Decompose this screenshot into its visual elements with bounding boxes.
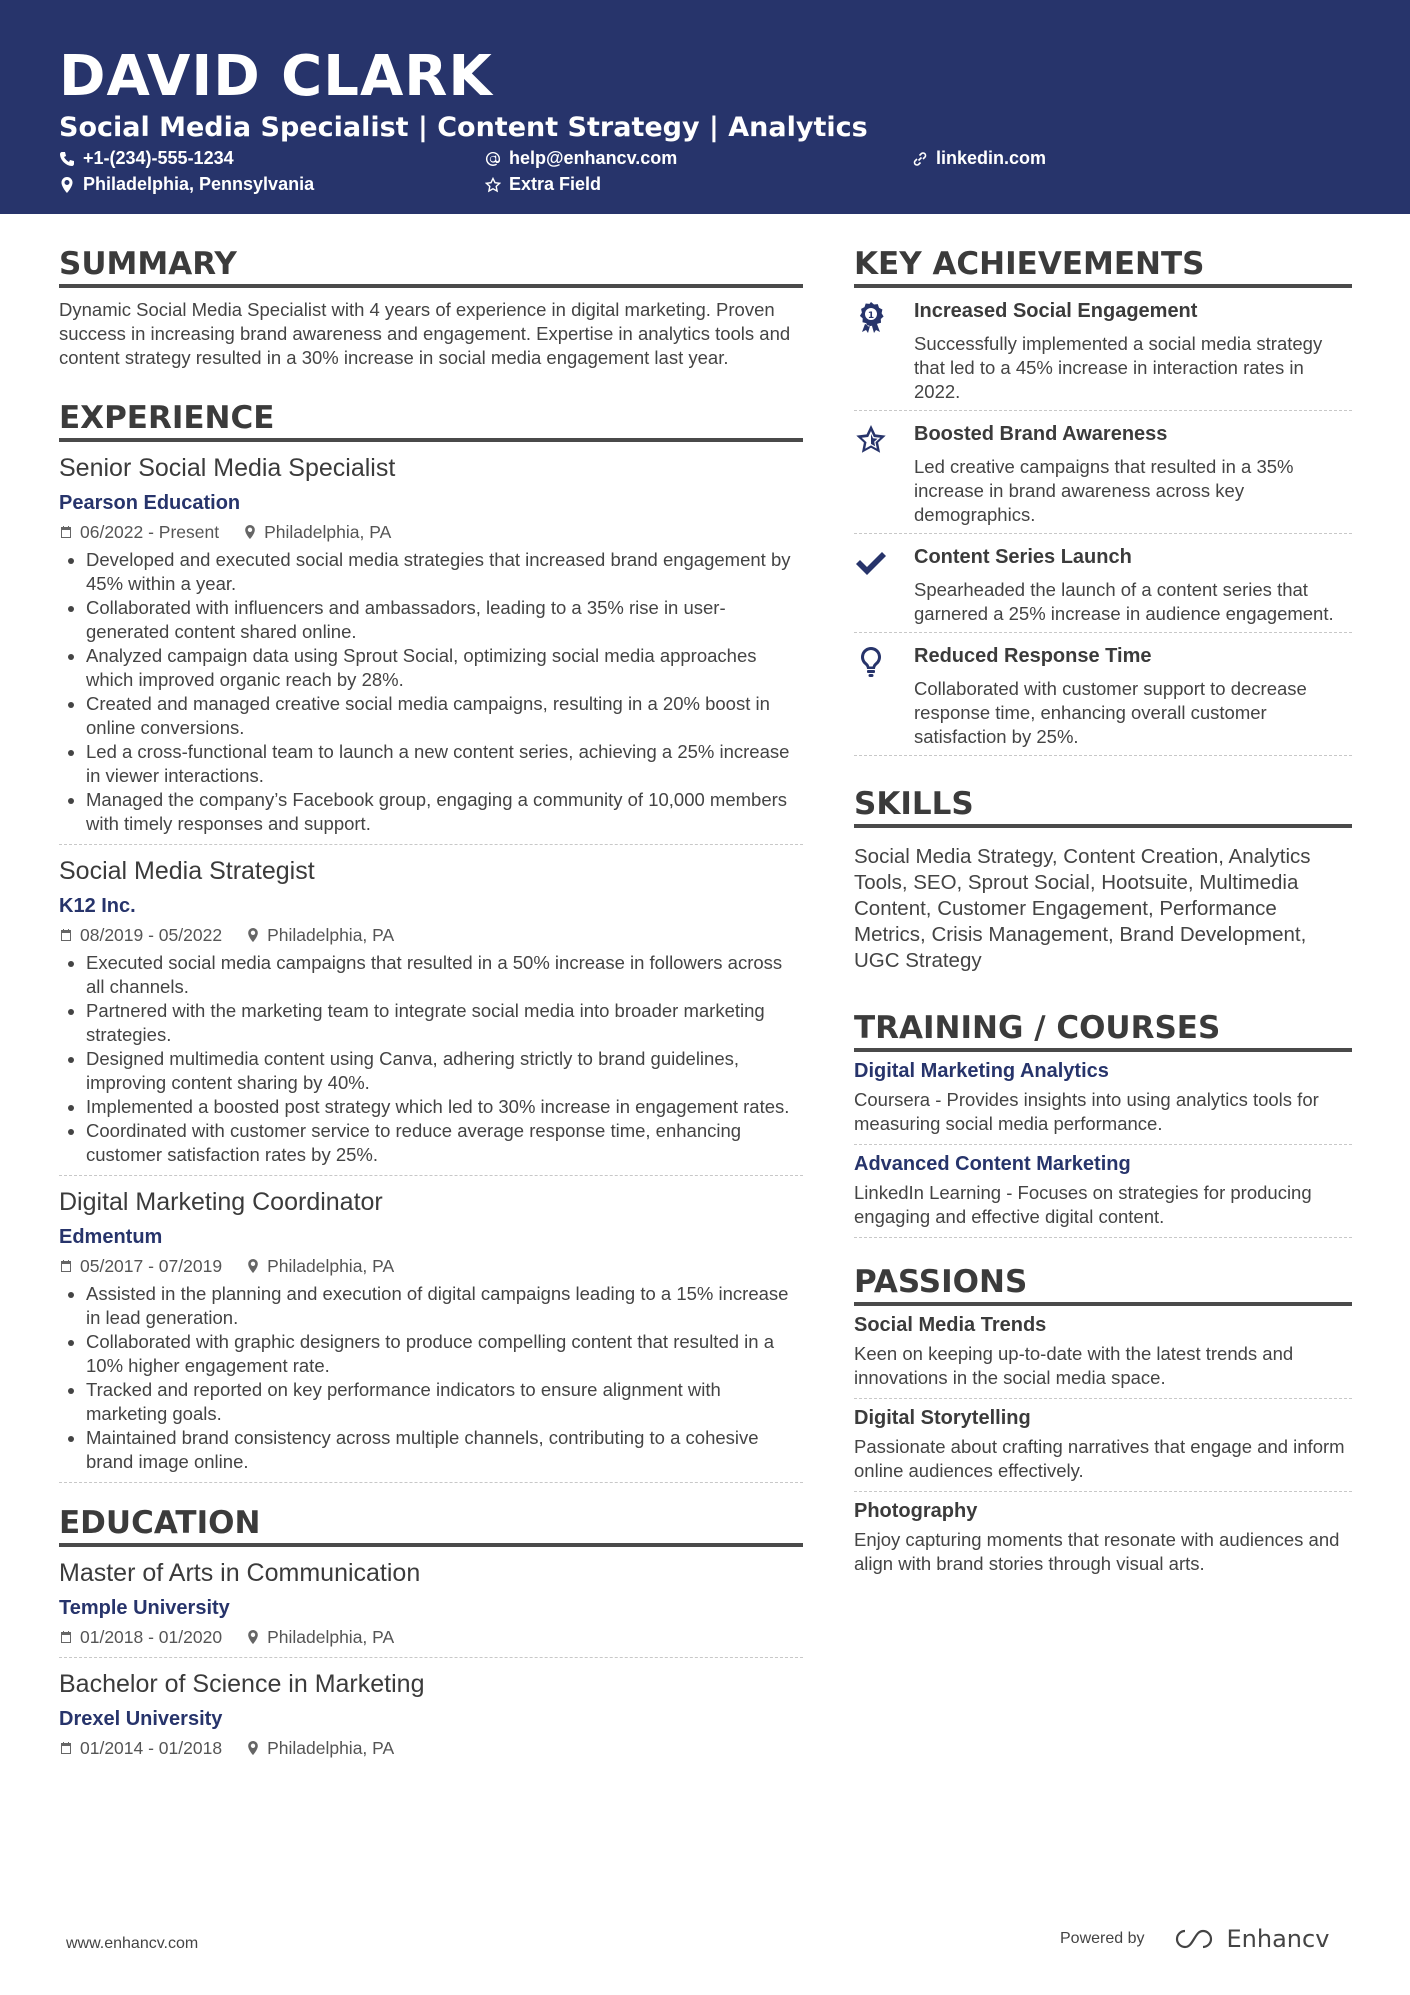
passion-item-desc: Passionate about crafting narratives that engage and inform online audiences effectively. bbox=[854, 1436, 1345, 1481]
job-bullet: • Coordinated with customer service to reduce average response time, enhancing customer satisfaction rates by 25%. bbox=[86, 1119, 803, 1167]
achievement-title: Increased Social Engagement bbox=[914, 300, 1198, 322]
job-entry bbox=[59, 1186, 803, 1483]
job-bullet: • Created and managed creative social media campaigns, resulting in a 20% boost in online conversions. bbox=[86, 692, 803, 740]
passion-item bbox=[854, 1306, 1352, 1399]
education-meta bbox=[59, 1625, 803, 1649]
training-item bbox=[854, 1052, 1352, 1145]
job-bullets bbox=[59, 1282, 803, 1474]
job-bullet: • Led a cross-functional team to launch a new content series, achieving a 25% increase in viewer interactions. bbox=[86, 740, 803, 788]
job-bullets bbox=[59, 951, 803, 1167]
website-text: linkedin.com bbox=[936, 148, 1047, 168]
award-icon bbox=[854, 300, 888, 334]
school-name: Drexel University bbox=[59, 1708, 223, 1730]
left-column bbox=[59, 246, 803, 1776]
svg-text:1: 1 bbox=[867, 311, 875, 321]
contact-website[interactable] bbox=[912, 148, 1046, 169]
education-meta bbox=[59, 1736, 803, 1760]
job-dates: 06/2022 - Present bbox=[80, 522, 220, 542]
lightbulb-icon bbox=[854, 645, 888, 679]
passion-item-desc: Keen on keeping up-to-date with the latest trends and innovations in the social media space. bbox=[854, 1343, 1294, 1388]
location-pin-icon bbox=[246, 928, 260, 942]
job-entry bbox=[59, 452, 803, 845]
skills-text: Social Media Strategy, Content Creation, Analytics Tools, SEO, Sprout Social, Hootsuite, Multimedia Content, Customer Engagement, Performance Metrics, Crisis Management, Brand Development, UGC Strategy bbox=[854, 845, 1311, 972]
training-item-desc: LinkedIn Learning - Focuses on strategies for producing engaging and effective digital content. bbox=[854, 1182, 1312, 1227]
passion-item bbox=[854, 1399, 1352, 1492]
job-meta bbox=[59, 520, 803, 544]
achievement-title: Reduced Response Time bbox=[914, 645, 1152, 667]
location-pin-icon bbox=[246, 1630, 260, 1644]
education-title: EDUCATION bbox=[59, 1505, 803, 1547]
calendar-icon bbox=[59, 525, 73, 539]
training-item-title: Advanced Content Marketing bbox=[854, 1153, 1131, 1175]
location-pin-icon bbox=[243, 525, 257, 539]
at-icon bbox=[485, 151, 501, 167]
degree-title: Master of Arts in Communication bbox=[59, 1559, 421, 1587]
contact-email[interactable] bbox=[485, 148, 677, 169]
contact-extra bbox=[485, 174, 601, 195]
job-dates: 08/2019 - 05/2022 bbox=[80, 925, 223, 945]
checkmark-icon bbox=[854, 546, 888, 580]
passion-item bbox=[854, 1492, 1352, 1584]
passion-item-title: Photography bbox=[854, 1500, 978, 1522]
job-location: Philadelphia, PA bbox=[264, 522, 392, 542]
skills-title: SKILLS bbox=[854, 786, 1352, 828]
contact-location bbox=[59, 174, 314, 195]
extra-text: Extra Field bbox=[509, 174, 602, 194]
location-pin-icon bbox=[246, 1741, 260, 1755]
job-meta bbox=[59, 923, 803, 947]
brand-logo[interactable] bbox=[1173, 1925, 1330, 1953]
achievement-desc: Collaborated with customer support to decrease response time, enhancing overall customer satisfaction by 25%. bbox=[914, 678, 1307, 747]
job-bullet: • Designed multimedia content using Canva, adhering strictly to brand guidelines, improving content sharing by 40%. bbox=[86, 1047, 803, 1095]
experience-title: EXPERIENCE bbox=[59, 400, 803, 442]
job-bullet: • Analyzed campaign data using Sprout Social, optimizing social media approaches which improved organic reach by 28%. bbox=[86, 644, 803, 692]
job-meta bbox=[59, 1254, 803, 1278]
summary-text: Dynamic Social Media Specialist with 4 years of experience in digital marketing. Proven success in increasing brand awareness and engagement. Expertise in analytics tools and content strategy resulted in a 30% increase in social media engagement last year. bbox=[59, 299, 791, 368]
location-text: Philadelphia, Pennsylvania bbox=[83, 174, 315, 194]
calendar-icon bbox=[59, 928, 73, 942]
education-location: Philadelphia, PA bbox=[267, 1627, 395, 1647]
job-title: Senior Social Media Specialist bbox=[59, 454, 396, 482]
phone-icon bbox=[59, 151, 75, 167]
company-name: Edmentum bbox=[59, 1226, 163, 1248]
achievement-desc: Successfully implemented a social media strategy that led to a 45% increase in interaction rates in 2022. bbox=[914, 333, 1323, 402]
training-item-title: Digital Marketing Analytics bbox=[854, 1060, 1109, 1082]
achievement-title: Content Series Launch bbox=[914, 546, 1132, 568]
education-dates: 01/2014 - 01/2018 bbox=[80, 1738, 223, 1758]
education-entry bbox=[59, 1668, 803, 1768]
calendar-icon bbox=[59, 1259, 73, 1273]
company-name: K12 Inc. bbox=[59, 895, 136, 917]
job-location: Philadelphia, PA bbox=[267, 925, 395, 945]
calendar-icon bbox=[59, 1630, 73, 1644]
footer-website[interactable]: www.enhancv.com bbox=[66, 1935, 199, 1952]
job-bullet: • Assisted in the planning and execution of digital campaigns leading to a 15% increase in lead generation. bbox=[86, 1282, 803, 1330]
powered-by-text: Powered by bbox=[1060, 1930, 1145, 1947]
job-bullet: • Partnered with the marketing team to integrate social media into broader marketing strategies. bbox=[86, 999, 803, 1047]
location-pin-icon bbox=[59, 177, 75, 193]
school-name: Temple University bbox=[59, 1597, 230, 1619]
summary-title: SUMMARY bbox=[59, 246, 803, 288]
location-pin-icon bbox=[246, 1259, 260, 1273]
job-bullet: • Managed the company’s Facebook group, engaging a community of 10,000 members with timely responses and support. bbox=[86, 788, 803, 836]
training-item-desc: Coursera - Provides insights into using analytics tools for measuring social media performance. bbox=[854, 1089, 1319, 1134]
brand-name: Enhancv bbox=[1226, 1925, 1330, 1953]
company-name: Pearson Education bbox=[59, 492, 241, 514]
calendar-icon bbox=[59, 1741, 73, 1755]
education-entry bbox=[59, 1557, 803, 1658]
job-bullet: • Developed and executed social media strategies that increased brand engagement by 45% within a year. bbox=[86, 548, 803, 596]
training-title: TRAINING / COURSES bbox=[854, 1010, 1352, 1052]
link-icon bbox=[912, 151, 928, 167]
job-bullets bbox=[59, 548, 803, 836]
education-location: Philadelphia, PA bbox=[267, 1738, 395, 1758]
training-item bbox=[854, 1145, 1352, 1238]
job-bullet: • Tracked and reported on key performance indicators to ensure alignment with marketing goals. bbox=[86, 1378, 803, 1426]
passion-item-desc: Enjoy capturing moments that resonate with audiences and align with brand stories through visual arts. bbox=[854, 1529, 1340, 1574]
achievement-title: Boosted Brand Awareness bbox=[914, 423, 1168, 445]
resume-header bbox=[0, 0, 1410, 214]
achievement-item bbox=[854, 534, 1352, 633]
job-bullet: • Maintained brand consistency across multiple channels, contributing to a cohesive brand image online. bbox=[86, 1426, 803, 1474]
degree-title: Bachelor of Science in Marketing bbox=[59, 1670, 425, 1698]
passion-item-title: Social Media Trends bbox=[854, 1314, 1047, 1336]
achievement-item bbox=[854, 288, 1352, 411]
star-icon bbox=[854, 423, 888, 457]
job-title: Digital Marketing Coordinator bbox=[59, 1188, 383, 1216]
job-title: Social Media Strategist bbox=[59, 857, 315, 885]
contact-phone[interactable] bbox=[59, 148, 234, 169]
phone-text: +1-(234)-555-1234 bbox=[83, 148, 234, 168]
job-dates: 05/2017 - 07/2019 bbox=[80, 1256, 223, 1276]
education-dates: 01/2018 - 01/2020 bbox=[80, 1627, 223, 1647]
passion-item-title: Digital Storytelling bbox=[854, 1407, 1031, 1429]
job-bullet: • Executed social media campaigns that resulted in a 50% increase in followers across all channels. bbox=[86, 951, 803, 999]
achievement-item bbox=[854, 633, 1352, 756]
right-column bbox=[854, 246, 1352, 1584]
achievements-title: KEY ACHIEVEMENTS bbox=[854, 246, 1352, 288]
star-outline-icon bbox=[485, 177, 501, 193]
candidate-name: DAVID CLARK bbox=[59, 44, 493, 109]
footer-branding bbox=[1060, 1925, 1329, 1953]
job-location: Philadelphia, PA bbox=[267, 1256, 395, 1276]
candidate-headline: Social Media Specialist | Content Strategy | Analytics bbox=[59, 112, 868, 143]
enhancv-logo-icon bbox=[1173, 1927, 1219, 1951]
job-bullet: • Collaborated with graphic designers to produce compelling content that resulted in a 10% higher engagement rate. bbox=[86, 1330, 803, 1378]
job-bullet: • Implemented a boosted post strategy which led to 30% increase in engagement rates. bbox=[86, 1095, 803, 1119]
achievement-desc: Spearheaded the launch of a content series that garnered a 25% increase in audience engagement. bbox=[914, 579, 1334, 624]
passions-title: PASSIONS bbox=[854, 1264, 1352, 1306]
achievement-desc: Led creative campaigns that resulted in a 35% increase in brand awareness across key demographics. bbox=[914, 456, 1294, 525]
achievement-item bbox=[854, 411, 1352, 534]
job-bullet: • Collaborated with influencers and ambassadors, leading to a 35% rise in user-generated content shared online. bbox=[86, 596, 803, 644]
email-text: help@enhancv.com bbox=[509, 148, 678, 168]
job-entry bbox=[59, 855, 803, 1176]
